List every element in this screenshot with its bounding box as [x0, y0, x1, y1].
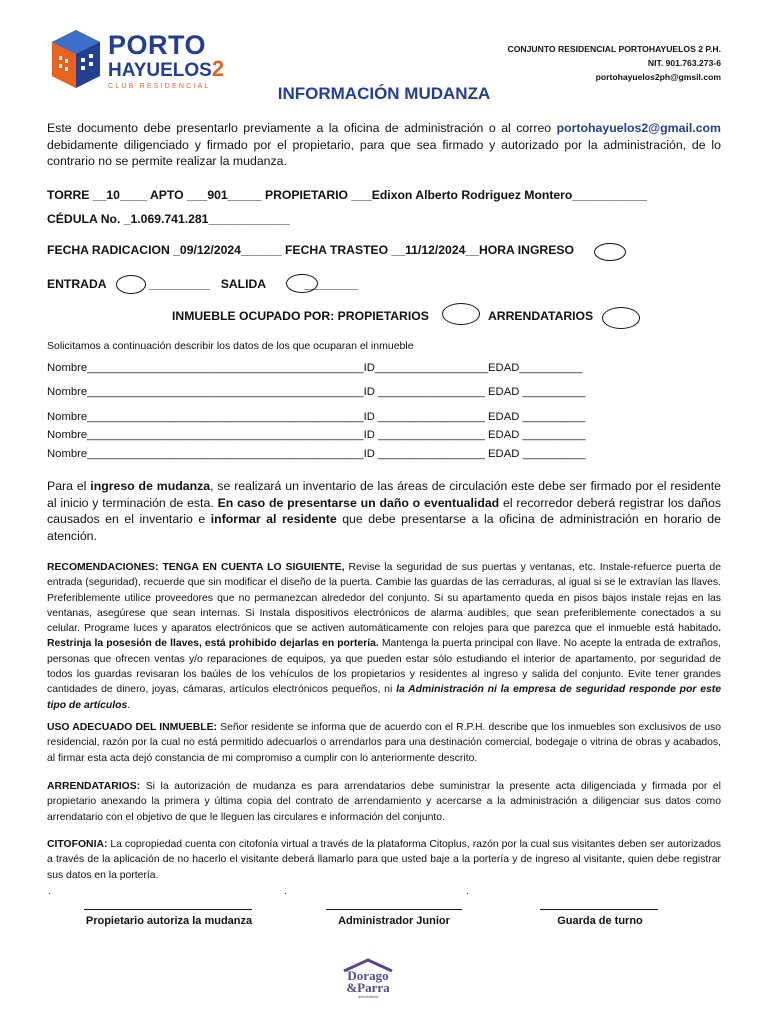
salida-blank: ________ [304, 277, 359, 291]
arrendatarios-oval[interactable] [602, 307, 640, 329]
occupant-row: Nombre____________________________________________ID _________________ EDAD __________ [47, 429, 586, 441]
dorago-parra-logo [338, 958, 398, 1002]
form-line-entrada: ENTRADA _________ SALIDA [47, 277, 267, 291]
uso-adecuado-section: USO ADECUADO DEL INMUEBLE: Señor residente se informa que de acuerdo con el R.P.H. describe que los inmuebles son exclusivos de uso residencial, razón por la cual no está permitido adecuarlos o arrendarlos para una destinación comercial, bodegaje o vitrina de obras y acabados, al firmar esta acta dejó constancia de mi compromiso a cumplir con lo anteriormente descrito. [47, 722, 721, 764]
logo-hayuelos: HAYUELOS2 [108, 56, 225, 81]
building-logo-icon [50, 28, 102, 90]
entrada-oval[interactable] [116, 275, 146, 294]
occupants-intro: Solicitamos a continuación describir los datos de los que ocuparan el inmueble [47, 340, 414, 352]
recomendaciones-section: RECOMENDACIONES: TENGA EN CUENTA LO SIGUIENTE, Revise la seguridad de sus puertas y ventanas, etc. Instale-refuerce puerta de entrada (seguridad), recuerde que sin modificar el diseño de la puerta. Cambie las guardas de las cerraduras, al igual si se le extravían las llaves. Preferiblemente utilice proveedores que no permanezcan alrededor del conjunto. Si su apartamento queda en pisos bajos instale rejas en las ventanas, asegúrese que sean internas. Si Instala dispositivos electrónicos de alarma audibles, que sean preferiblemente conectados a su celular. Programe luces y aparatos electrónicos que se activen automáticamente con relojes para que parezca que el inmueble está habitado. Restrinja la posesión de llaves, está prohibido dejarlas en portería. Mantenga la puerta principal con llave. No acepte la entrada de extraños, personas que ofrecen ventas y/o reparaciones de equipos, ya que pueden estar sólo estudiando el interior de apartamento, por seguridad de todos los guardas revisaran los baúles de los vehículos de los propietarios y residentes al ingreso y salida del conjunto. Evite tener grandes cantidades de dinero, joyas, cámaras, artículos electrónicos pequeños, ni la Administración ni la empresa de seguridad responde por este tipo de artículos. [47, 562, 721, 711]
occupant-row: Nombre____________________________________________ID _________________ EDAD __________ [47, 386, 586, 398]
signature-line-administrador [326, 909, 462, 910]
signature-label-propietario: Propietario autoriza la mudanza [85, 915, 253, 927]
footer-logo-text: Dorago &Parra Inmobiliaria [346, 968, 390, 999]
form-line-torre: TORRE __10____ APTO ___901_____ PROPIETARIO ___Edixon Alberto Rodriguez Montero___________ [47, 188, 647, 202]
citofonia-section: CITOFONIA: La copropiedad cuenta con citofonía virtual a través de la plataforma Citoplus, razón por la cual sus visitantes deben ser autorizados a través de la aplicación de no hacerlo el visitante deberá llamarlo para que usted baje a la portería y de ingreso al visitante, quien debe registrar sus datos en la portería. [47, 839, 721, 881]
page-title: INFORMACIÓN MUDANZA [277, 84, 491, 103]
arrendatarios-label: ARRENDATARIOS [488, 309, 594, 323]
intro-paragraph: Este documento debe presentarlo previamente a la oficina de administración o al correo portohayuelos2@gmail.com debidamente diligenciado y firmado por el propietario, para que sea firmado y autorizado por la administración, de lo contrario no se permite realizar la mudanza. [47, 121, 721, 168]
header-email: portohayuelos2ph@gmsil.com [595, 72, 721, 82]
hora-ingreso-oval[interactable] [594, 243, 626, 261]
logo-porto: PORTO [108, 30, 207, 60]
form-line-cedula: CÉDULA No. _1.069.741.281____________ [47, 212, 290, 226]
logo-wordmark [108, 32, 224, 90]
porto-hayuelos-logo [50, 28, 225, 90]
dot-mark: . [284, 886, 287, 897]
occupant-row: Nombre____________________________________________ID _________________ EDAD __________ [47, 448, 586, 460]
dot-mark: . [466, 886, 469, 897]
propietarios-oval[interactable] [442, 303, 480, 325]
occupant-row: Nombre____________________________________________ID__________________EDAD__________ [47, 362, 583, 374]
ocupado-label: INMUEBLE OCUPADO POR: PROPIETARIOS [172, 309, 429, 323]
inventory-paragraph: Para el ingreso de mudanza, se realizará un inventario de las áreas de circulación este debe ser firmado por el residente al inicio y terminación de esta. En caso de presentarse un daño o eventualidad el recorredor deberá registrar los daños causados en el inventario e informar al residente que debe presentarse a la oficina de administración en horario de atención. [47, 479, 722, 543]
form-line-fechas: FECHA RADICACION _09/12/2024______ FECHA TRASTEO __11/12/2024__HORA INGRESO [47, 243, 574, 257]
occupant-row: Nombre____________________________________________ID _________________ EDAD __________ [47, 411, 586, 423]
signature-line-guarda [540, 909, 658, 910]
signature-label-guarda: Guarda de turno [557, 915, 643, 927]
signature-line-propietario [84, 909, 252, 910]
signature-label-administrador: Administrador Junior [338, 915, 450, 927]
dot-mark: . [48, 886, 51, 897]
logo-tagline: CLUB RESIDENCIAL [108, 83, 211, 90]
intro-email-link[interactable]: portohayuelos2@gmail.com [556, 121, 721, 135]
header-nit: NIT. 901.763.273-6 [647, 58, 721, 68]
arrendatarios-section: ARRENDATARIOS: Si la autorización de mudanza es para arrendatarios debe suministrar la presente acta diligenciada y firmada por el propietario anexando la primera y última copia del contrato de arrendamiento y acercarse a la administración a diligenciar sus datos como arrendatario con el objetivo de que le lleguen las circulares e información del conjunto. [47, 781, 721, 823]
header-name: CONJUNTO RESIDENCIAL PORTOHAYUELOS 2 P.H. [507, 44, 721, 54]
header-info [508, 42, 721, 84]
